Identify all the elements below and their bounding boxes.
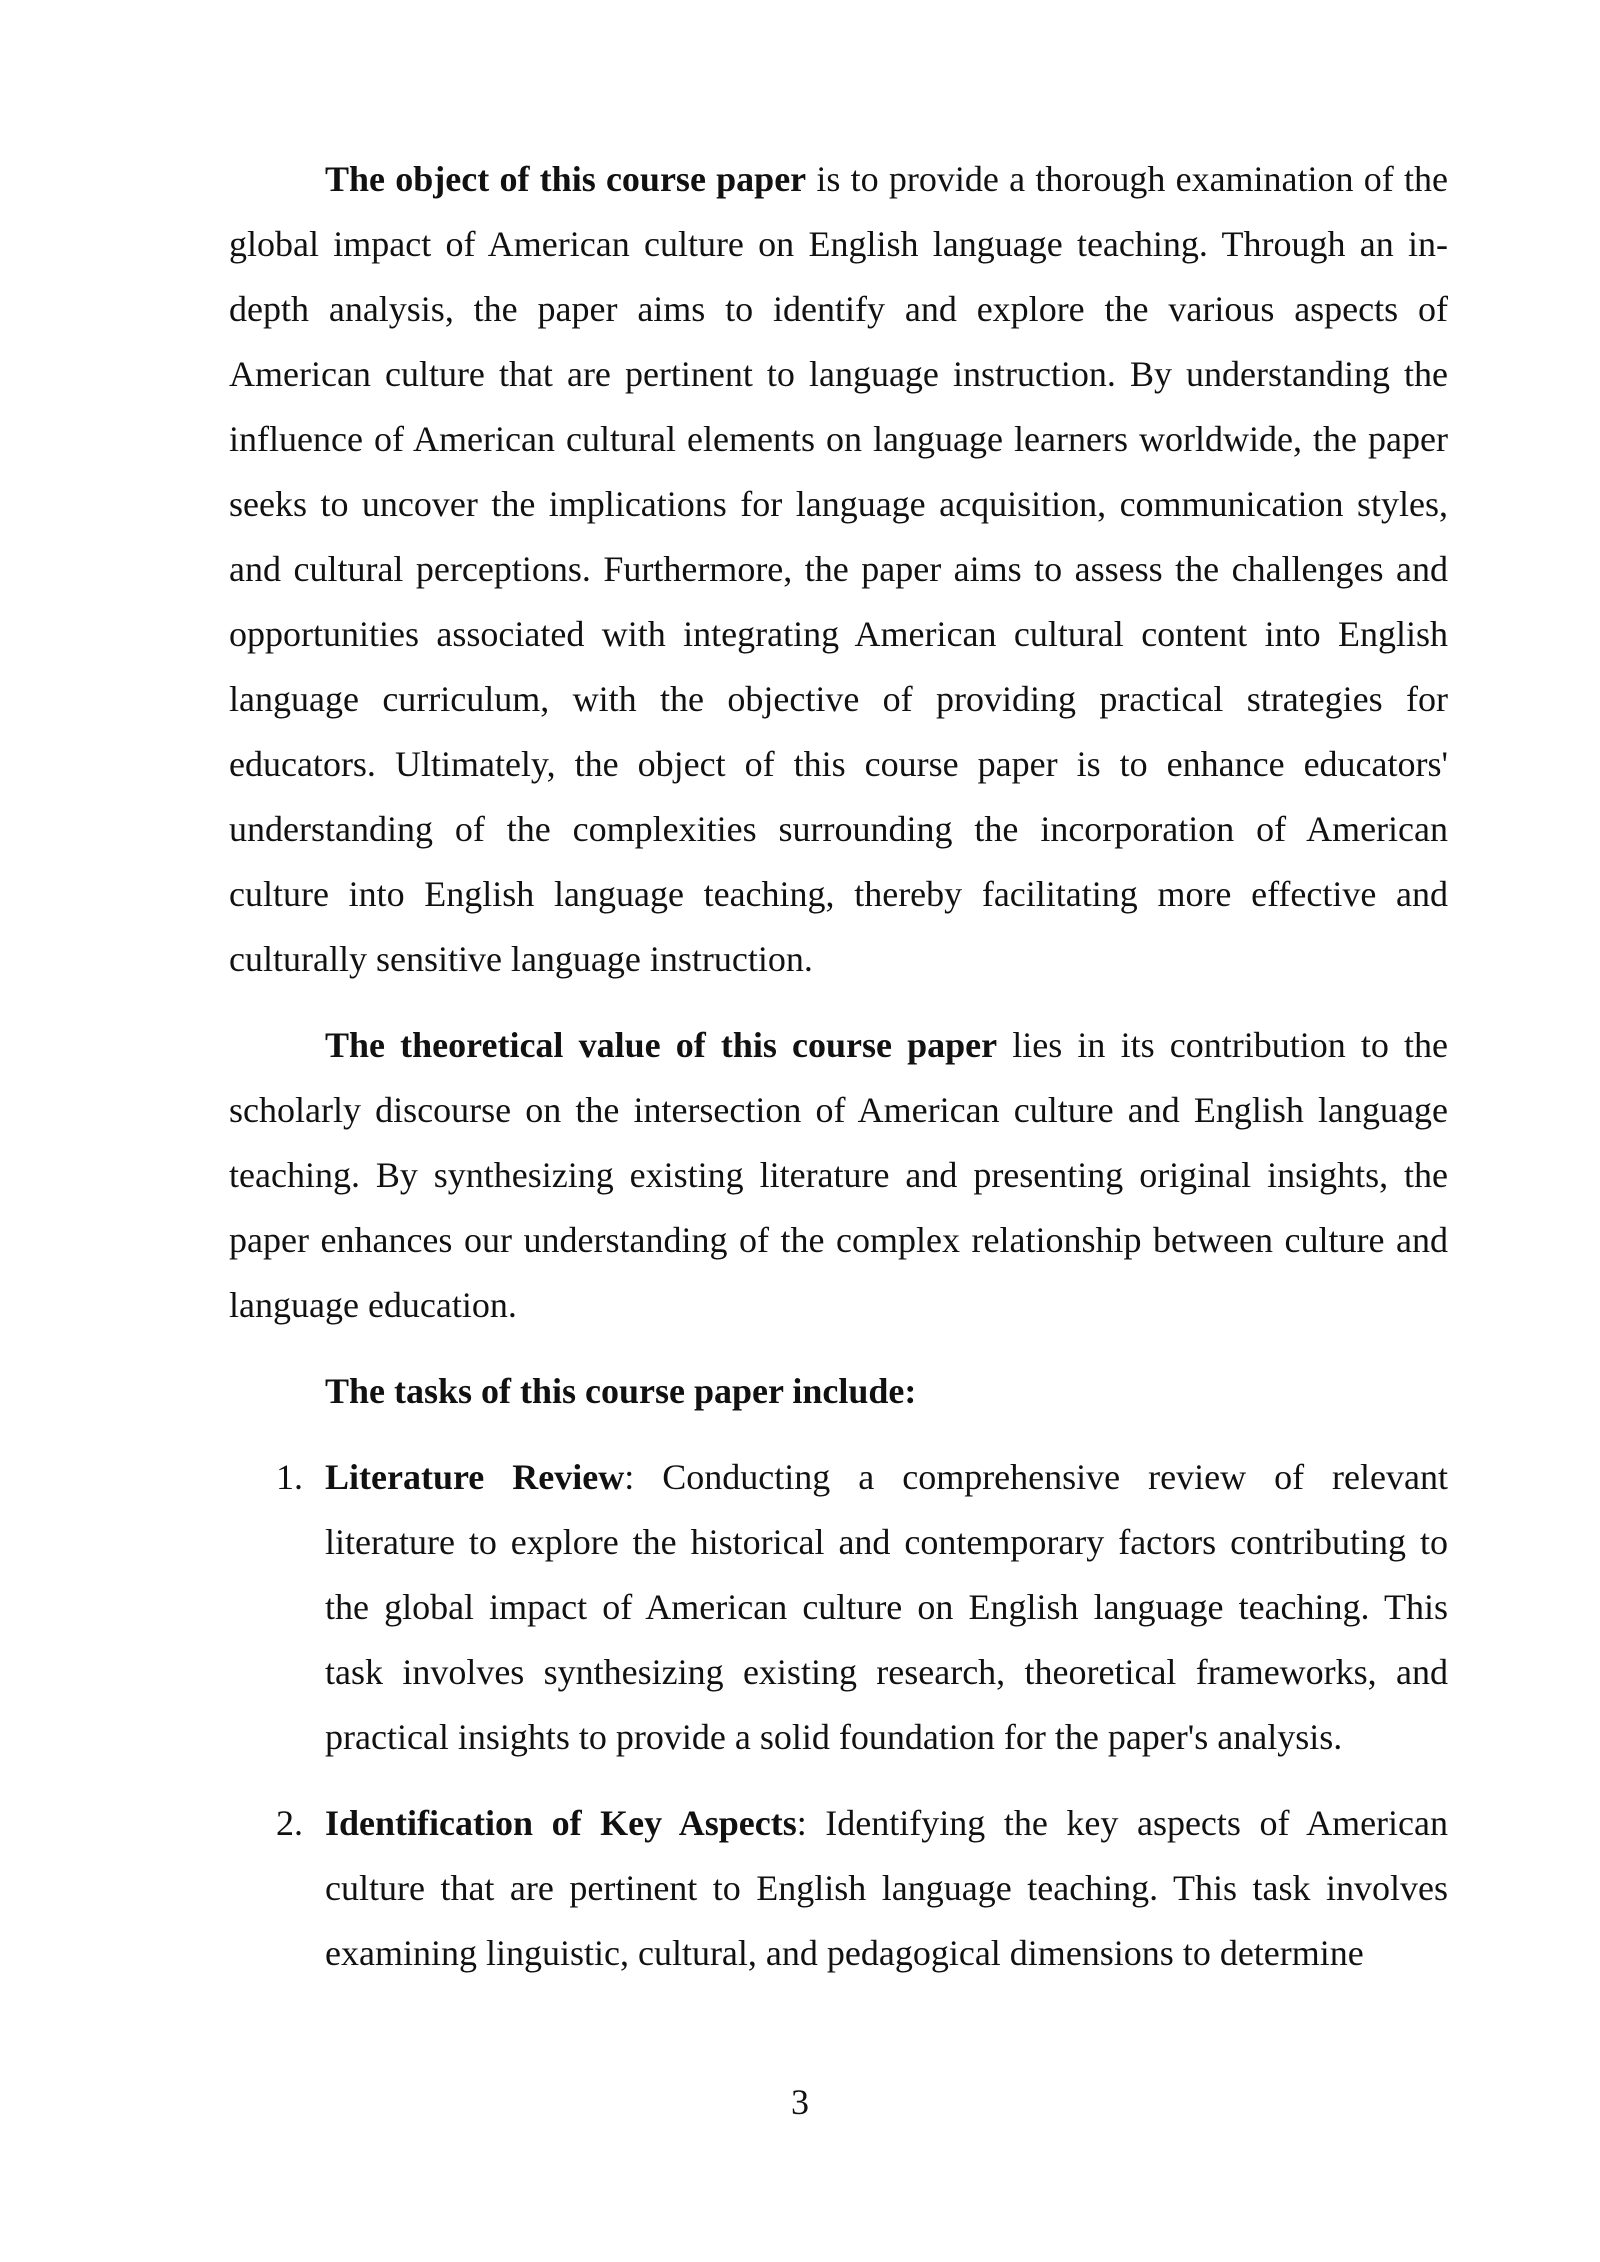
task-item-key-aspects [229, 1791, 1448, 1986]
task-number: 1. [276, 1457, 303, 1497]
document-body [229, 147, 1448, 2007]
theoretical-text: lies in its contribution to the scholarly discourse on the intersection of American culture and English language teaching. By synthesizing existing literature and presenting original insights, the paper enhances our understanding of the complex relationship between culture and language education. [229, 1025, 1448, 1325]
object-paragraph [229, 147, 1448, 992]
theoretical-value-paragraph [229, 1013, 1448, 1338]
task-number: 2. [276, 1803, 303, 1843]
task-title: Identification of Key Aspects [325, 1803, 797, 1843]
tasks-list [229, 1445, 1448, 1986]
task-item-literature-review [229, 1445, 1448, 1770]
object-text: is to provide a thorough examination of the global impact of American culture on English language teaching. Through an in-depth analysis, the paper aims to identify and explore the various aspects of American culture that are pertinent to language instruction. By understanding the influence of American cultural elements on language learners worldwide, the paper seeks to uncover the implications for language acquisition, communication styles, and cultural perceptions. Furthermore, the paper aims to assess the challenges and opportunities associated with integrating American cultural content into English language curriculum, with the objective of providing practical strategies for educators. Ultimately, the object of this course paper is to enhance educators' understanding of the complexities surrounding the incorporation of American culture into English language teaching, thereby facilitating more effective and culturally sensitive language instruction. [229, 159, 1448, 979]
page-number: 3 [791, 2082, 809, 2122]
task-title: Literature Review [325, 1457, 625, 1497]
task-text: : Identifying the key aspects of American culture that are pertinent to English language teaching. This task involves examining linguistic, cultural, and pedagogical dimensions to determine [325, 1803, 1449, 1973]
tasks-heading: The tasks of this course paper include: [325, 1371, 917, 1411]
object-lead: The object of this course paper [325, 159, 807, 199]
theoretical-lead: The theoretical value of this course paper [325, 1025, 998, 1065]
task-text: : Conducting a comprehensive review of relevant literature to explore the historical and contemporary factors contributing to the global impact of American culture on English language teaching. This task involves synthesizing existing research, theoretical frameworks, and practical insights to provide a solid foundation for the paper's analysis. [325, 1457, 1448, 1757]
